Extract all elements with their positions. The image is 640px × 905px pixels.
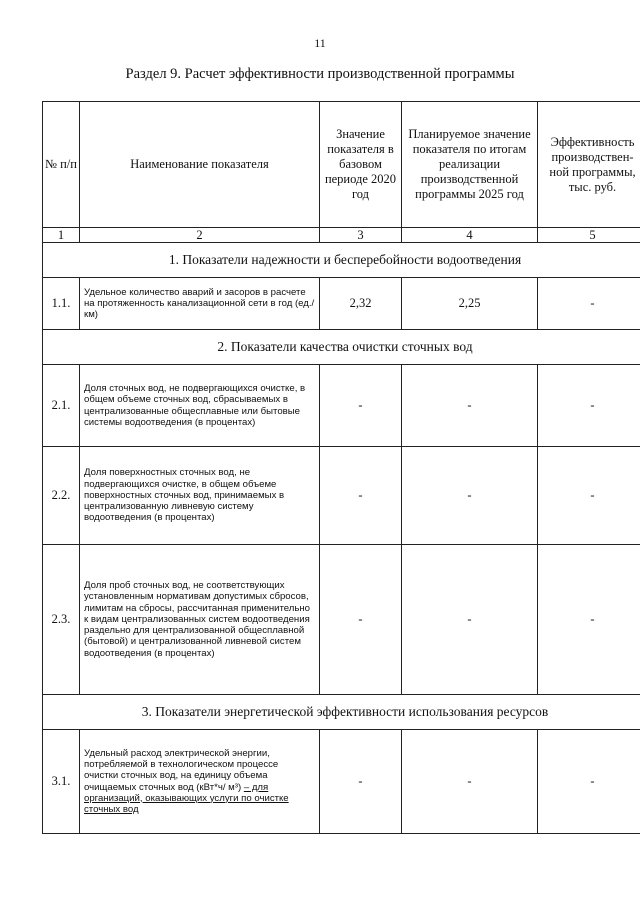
group-title-2: 2. Показатели качества очистки сточных вод [43,330,640,365]
group-title-1: 1. Показатели надежности и бесперебойности водоотведения [43,243,640,278]
table-row [43,545,640,695]
section-title: Раздел 9. Расчет эффективности производственной программы [125,66,515,82]
efficiency-value: - [538,447,640,545]
base-value: - [320,545,402,695]
row-num: 2.1. [43,365,80,447]
efficiency-value: - [538,545,640,695]
header-efficiency: Эффективность производствен-ной программы, тыс. руб. [538,102,640,228]
col-index-4: 4 [402,228,538,243]
base-value: - [320,365,402,447]
efficiency-value: - [538,730,640,834]
indicator-name: Доля проб сточных вод, не соответствующих установленным нормативам допустимых сбросов, лимитам на сбросы, рассчитанная применительно к видам централизованных систем водоотведения раздельно для централизованной общесплавной (бытовой) и централизованной ливневой систем водоотведения (в процентах) [80,545,320,695]
efficiency-value: - [538,365,640,447]
header-base: Значение показателя в базовом периоде 2020 год [320,102,402,228]
group-title-3: 3. Показатели энергетической эффективности использования ресурсов [43,695,640,730]
col-index-1: 1 [43,228,80,243]
table-row [43,447,640,545]
table-row [43,730,640,834]
row-num: 1.1. [43,278,80,330]
efficiency-table [42,101,640,834]
indicator-name: Доля поверхностных сточных вод, не подвергающихся очистке, в общем объеме поверхностных сточных вод, принимаемых в централизованную ливневую систему водоотведения (в процентах) [80,447,320,545]
planned-value: - [402,365,538,447]
group-row-2 [43,330,640,365]
header-num: № п/п [43,102,80,228]
indicator-name-tail: – для организаций, оказывающих услуги по очистке сточных вод [84,781,289,815]
planned-value: - [402,545,538,695]
base-value: - [320,447,402,545]
column-index-row [43,228,640,243]
row-num: 2.3. [43,545,80,695]
base-value: 2,32 [320,278,402,330]
header-name: Наименование показателя [80,102,320,228]
planned-value: - [402,447,538,545]
row-num: 2.2. [43,447,80,545]
efficiency-value: - [538,278,640,330]
page-number: 11 [314,36,326,50]
group-row-1 [43,243,640,278]
col-index-3: 3 [320,228,402,243]
col-index-5: 5 [538,228,640,243]
planned-value: 2,25 [402,278,538,330]
header-row [43,102,640,228]
header-planned: Планируемое значение показателя по итогам реализации производственной программы 2025 год [402,102,538,228]
base-value: - [320,730,402,834]
table-row [43,365,640,447]
group-row-3 [43,695,640,730]
indicator-name: Удельное количество аварий и засоров в расчете на протяженность канализационной сети в год (ед./км) [80,278,320,330]
indicator-name [80,730,320,834]
col-index-2: 2 [80,228,320,243]
table-row [43,278,640,330]
indicator-name: Доля сточных вод, не подвергающихся очистке, в общем объеме сточных вод, сбрасываемых в централизованные общесплавные или бытовые системы водоотведения (в процентах) [80,365,320,447]
row-num: 3.1. [43,730,80,834]
planned-value: - [402,730,538,834]
indicator-name-main: Удельный расход электрической энергии, потребляемой в технологическом процессе очистки сточных вод, на единицу объема очищаемых сточных вод (кВт*ч/ м³) [84,747,279,793]
